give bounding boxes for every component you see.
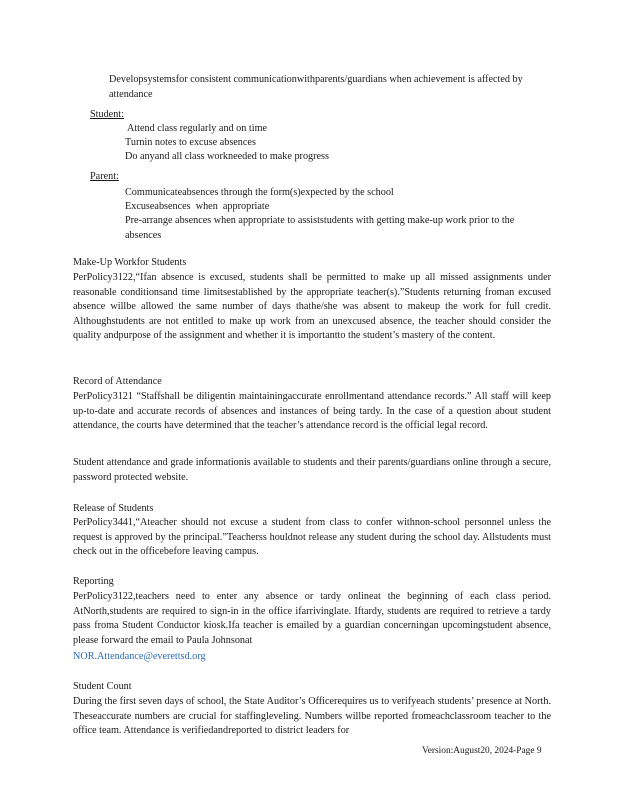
reporting-paragraph bbox=[73, 590, 551, 648]
record-paragraph-2 bbox=[73, 456, 551, 485]
staff-bullet-text: Developsystemsfor consistent communicationwithparents/guardians when achievement is affected by attendance bbox=[109, 74, 523, 100]
student-bullet-text: Do anyand all class workneeded to make progress bbox=[125, 151, 329, 162]
student-bullet-text: Attend class regularly and on time bbox=[125, 123, 268, 134]
count-text: During the first seven days of school, the State Auditor’s Officerequires us to verifyeach students’ presence at North. Theseaccurate numbers are crucial for staffingleveling. Numbers willbe reported fromeachclassroom teacher to the office team. Attendance is verifiedandreported to district leaders for bbox=[73, 696, 551, 737]
record-paragraph bbox=[73, 390, 551, 434]
student-heading: Student: bbox=[90, 109, 124, 120]
record-heading: Record of Attendance bbox=[73, 376, 162, 387]
parent-bullet bbox=[108, 186, 548, 201]
parent-bullet bbox=[108, 200, 548, 215]
parent-bullet-text: Pre-arrange absences when appropriate to assiststudents with getting make-up work prior to the absences bbox=[125, 215, 515, 241]
count-paragraph bbox=[73, 695, 551, 739]
parent-bullet-text: Communicateabsences through the form(s)expected by the school bbox=[125, 187, 394, 198]
student-bullet bbox=[108, 122, 528, 137]
makeup-paragraph bbox=[73, 271, 551, 344]
release-paragraph bbox=[73, 516, 551, 560]
parent-bullet-text: Excuseabsences when appropriate bbox=[125, 201, 270, 212]
student-bullet-text: Turnin notes to excuse absences bbox=[125, 137, 256, 148]
attendance-email-link[interactable]: NOR.Attendance@everettsd.org bbox=[73, 651, 206, 662]
release-heading: Release of Students bbox=[73, 503, 154, 514]
student-bullet bbox=[108, 150, 528, 165]
parent-heading: Parent: bbox=[90, 171, 119, 182]
student-bullet bbox=[108, 136, 528, 151]
makeup-heading: Make-Up Workfor Students bbox=[73, 257, 187, 268]
reporting-heading: Reporting bbox=[73, 576, 114, 587]
record-text: PerPolicy3121 “Staffshall be diligentin maintainingaccurate enrollmentand attendance records.” All staff will keep up-to-date and accurate records of absences and instances of being tardy. In the case of a question about student attendance, the courts have determined that the teacher’s attendance record is the official legal record. bbox=[73, 391, 551, 432]
record-text-2: Student attendance and grade informationis available to students and their parents/guardians online through a secure, password protected website. bbox=[73, 457, 551, 483]
page-footer: Version:August20, 2024-Page 9 bbox=[422, 746, 542, 756]
count-heading: Student Count bbox=[73, 681, 132, 692]
makeup-text: PerPolicy3122,“Ifan absence is excused, students shall be permitted to make up all missed assignments under reasonable conditionsand time limitsestablished by the appropriate teacher(s).”Students returning froman excused absence willbe allowed the same number of days thathe/she was absent to makeup the work for full credit. Althoughstudents are not entitled to make up work from an unexcused absence, the teacher should consider the quality andpurpose of the assignment and whether it is importantto the student’s mastery of the content. bbox=[73, 272, 551, 342]
parent-bullet bbox=[108, 214, 548, 244]
staff-bullet bbox=[92, 73, 532, 103]
release-text: PerPolicy3441,“Ateacher should not excuse a student from class to confer withnon-school personnel unless the request is approved by the principal.”Teacherss houldnot release any student during the school day. Allstudents must check out in the officebefore leaving campus. bbox=[73, 517, 551, 558]
reporting-text: PerPolicy3122,teachers need to enter any absence or tardy onlineat the beginning of each class period. AtNorth,students are required to sign-in in the office ifarrivinglate. Iftardy, students are required to retrieve a tardy pass froma Student Conductor kiosk.Ifa teacher is emailed by a guardian concerningan upcomingstudent absence, please forward the email to Paula Johnsonat bbox=[73, 591, 551, 646]
